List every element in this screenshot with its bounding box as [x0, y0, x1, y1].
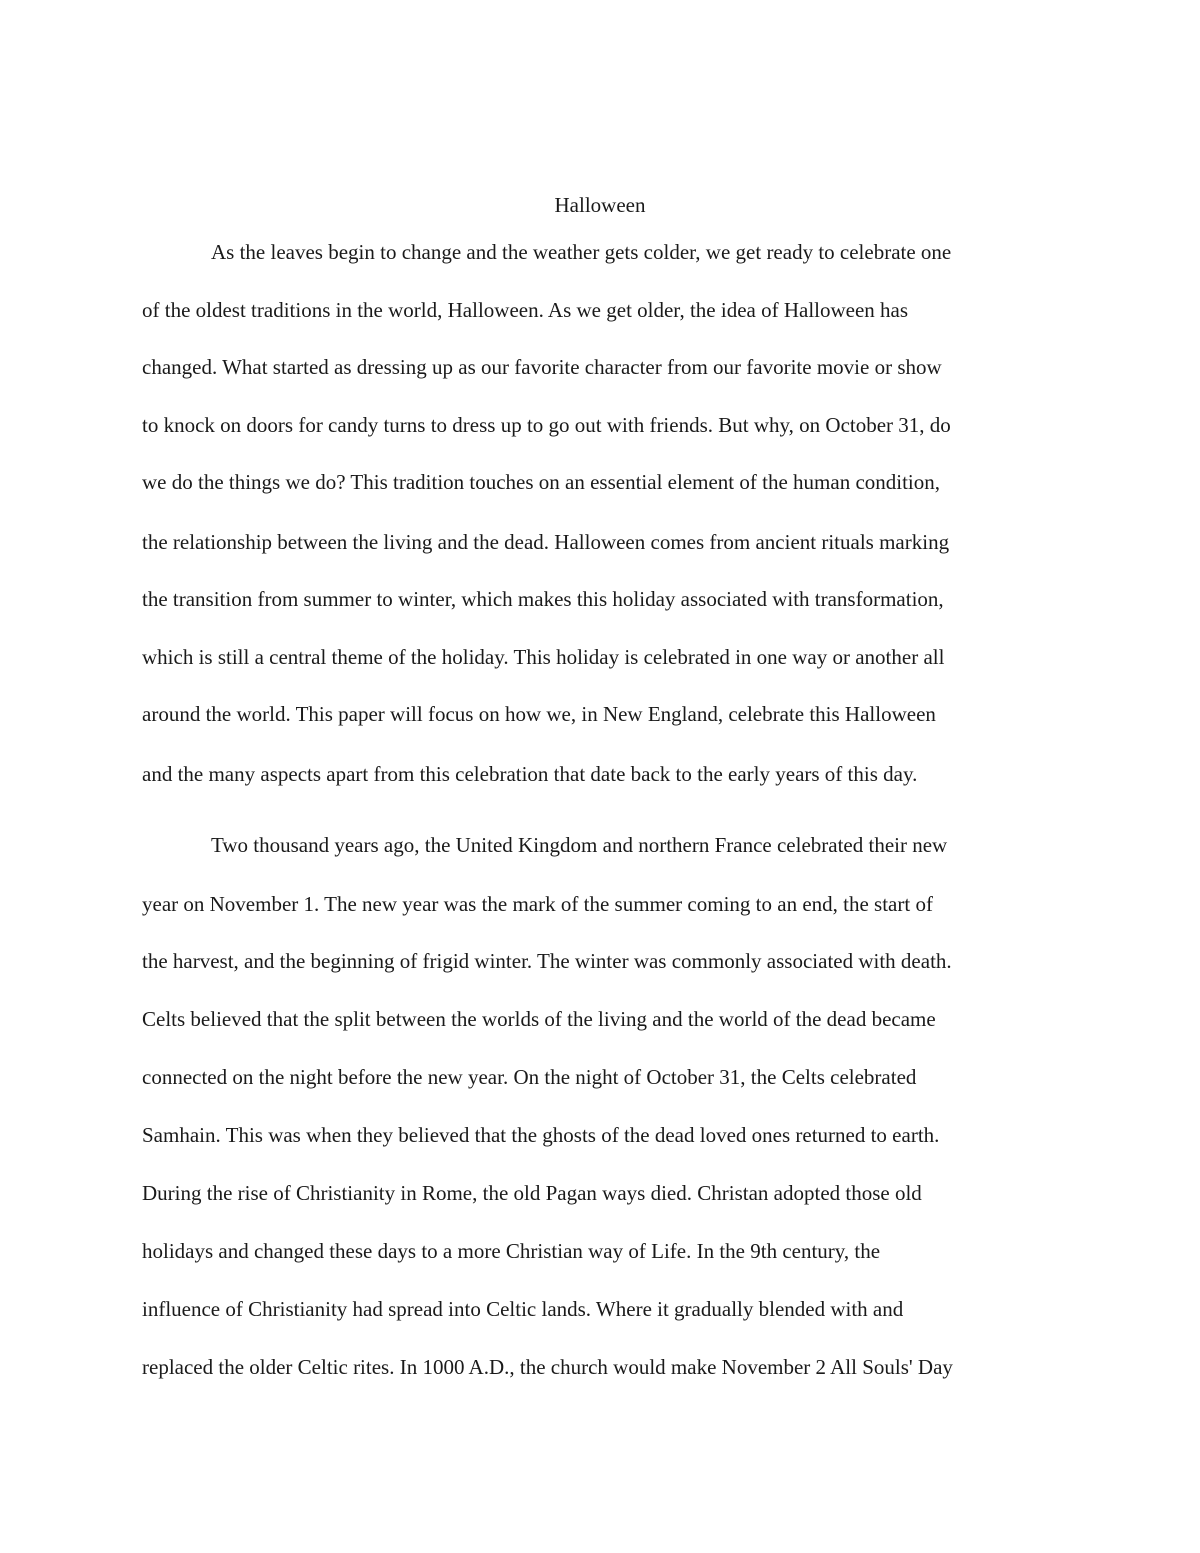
paragraph-2-line-8: holidays and changed these days to a more Christian way of Life. In the 9th century, the	[142, 1239, 881, 1263]
paragraph-2-line-1: Two thousand years ago, the United Kingdom and northern France celebrated their new	[211, 833, 948, 857]
paragraph-2-line-9: influence of Christianity had spread into Celtic lands. Where it gradually blended with and	[142, 1297, 904, 1321]
document-title: Halloween	[554, 193, 646, 217]
paragraph-1-line-5: we do the things we do? This tradition touches on an essential element of the human condition,	[142, 470, 941, 494]
paragraph-1-line-4: to knock on doors for candy turns to dress up to go out with friends. But why, on October 31, do	[142, 413, 951, 437]
paragraph-1-line-6: the relationship between the living and the dead. Halloween comes from ancient rituals marking	[142, 530, 950, 554]
paragraph-2-line-6: Samhain. This was when they believed that the ghosts of the dead loved ones returned to earth.	[142, 1123, 940, 1147]
paragraph-2-line-3: the harvest, and the beginning of frigid winter. The winter was commonly associated with death.	[142, 949, 952, 973]
paragraph-2-line-5: connected on the night before the new year. On the night of October 31, the Celts celebrated	[142, 1065, 917, 1089]
paragraph-2-line-2: year on November 1. The new year was the mark of the summer coming to an end, the start of	[142, 892, 933, 916]
paragraph-1-line-9: around the world. This paper will focus on how we, in New England, celebrate this Halloween	[142, 702, 936, 726]
paragraph-2-line-7: During the rise of Christianity in Rome, the old Pagan ways died. Christan adopted those old	[142, 1181, 922, 1205]
paragraph-2-line-10: replaced the older Celtic rites. In 1000 A.D., the church would make November 2 All Souls' Day	[142, 1355, 953, 1379]
paragraph-1-line-2: of the oldest traditions in the world, Halloween. As we get older, the idea of Halloween has	[142, 298, 909, 322]
paragraph-1-line-8: which is still a central theme of the holiday. This holiday is celebrated in one way or another all	[142, 645, 945, 669]
paragraph-1-line-1: As the leaves begin to change and the weather gets colder, we get ready to celebrate one	[211, 240, 952, 264]
paragraph-1-line-7: the transition from summer to winter, which makes this holiday associated with transformation,	[142, 587, 944, 611]
paragraph-1-line-10: and the many aspects apart from this celebration that date back to the early years of this day.	[142, 762, 918, 786]
paragraph-2-line-4: Celts believed that the split between the worlds of the living and the world of the dead became	[142, 1007, 936, 1031]
paragraph-1-line-3: changed. What started as dressing up as our favorite character from our favorite movie or show	[142, 355, 942, 379]
